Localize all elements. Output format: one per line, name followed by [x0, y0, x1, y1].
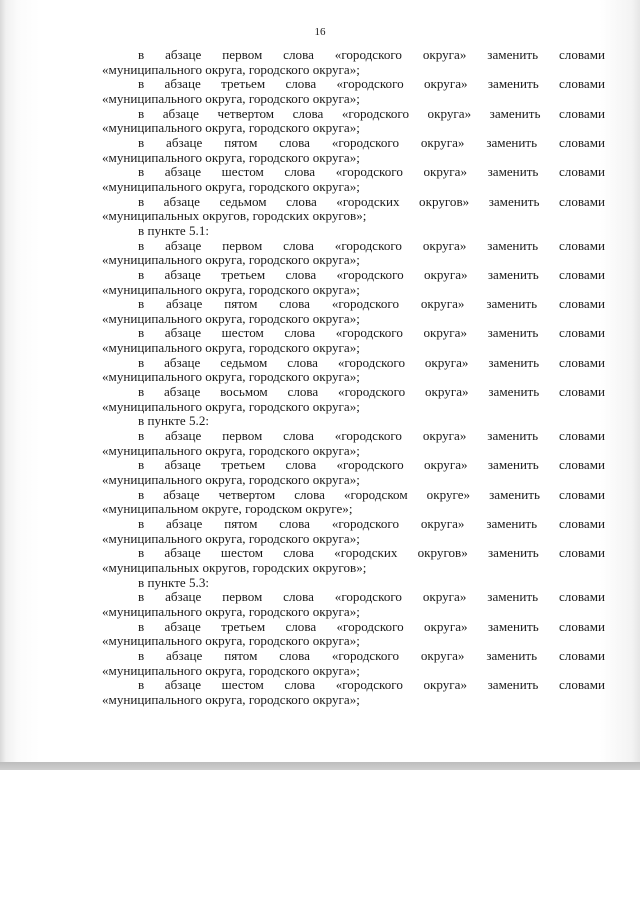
replacement-text: «муниципального округа, городского округа»;: [102, 120, 360, 136]
replacement-text: «муниципального округа, городского округа»;: [102, 633, 360, 649]
replacement-text: «муниципального округа, городского округа»;: [102, 149, 360, 165]
amendment-paragraph: [102, 136, 605, 165]
replacement-text: «муниципального округа, городского округа»;: [102, 90, 360, 106]
amendment-instruction: в абзаце шестом слова «городского округа» заменить словами: [138, 677, 605, 693]
replacement-text: «муниципального округа, городского округа»;: [102, 442, 360, 458]
section-heading: в пункте 5.2:: [138, 413, 210, 429]
section-heading: в пункте 5.3:: [138, 574, 210, 590]
amendment-instruction: в абзаце пятом слова «городского округа» заменить словами: [138, 647, 605, 663]
replacement-text: «муниципальных округов, городских округов»;: [102, 559, 367, 575]
replacement-text: «муниципального округа, городского округа»;: [102, 691, 360, 707]
amendment-instruction: в абзаце пятом слова «городского округа» заменить словами: [138, 296, 605, 312]
amendment-instruction: в абзаце первом слова «городского округа» заменить словами: [138, 237, 605, 253]
amendment-paragraph: [102, 649, 605, 678]
amendment-paragraph: [102, 590, 605, 619]
amendment-paragraph: [102, 326, 605, 355]
amendment-instruction: в абзаце шестом слова «городского округа» заменить словами: [138, 325, 605, 341]
replacement-text: «муниципального округа, городского округа»;: [102, 61, 360, 77]
amendment-instruction: в абзаце третьем слова «городского округа» заменить словами: [138, 266, 605, 282]
amendment-instruction: в абзаце пятом слова «городского округа» заменить словами: [138, 516, 605, 531]
amendment-paragraph: [102, 458, 605, 487]
replacement-text: «муниципальном округе, городском округе»;: [102, 501, 353, 517]
amendment-instruction: в абзаце первом слова «городского округа» заменить словами: [138, 47, 605, 62]
amendment-paragraph: [102, 620, 605, 649]
amendment-instruction: в абзаце седьмом слова «городских округов» заменить словами: [138, 193, 605, 209]
amendment-paragraph: [102, 107, 605, 136]
amendment-instruction: в абзаце первом слова «городского округа» заменить словами: [138, 589, 605, 605]
amendment-paragraph: [102, 239, 605, 268]
amendment-paragraph: [102, 385, 605, 414]
replacement-text: «муниципального округа, городского округа»;: [102, 178, 360, 194]
page-number: 16: [314, 26, 326, 38]
amendment-instruction: в абзаце четвертом слова «городского округа» заменить словами: [138, 105, 605, 121]
amendment-instruction: в абзаце восьмом слова «городского округа» заменить словами: [138, 384, 605, 400]
replacement-text: «муниципальных округов, городских округов»;: [102, 208, 367, 224]
section-heading: в пункте 5.1:: [138, 222, 210, 238]
amendment-paragraph: [102, 77, 605, 106]
document-body: [102, 48, 605, 708]
amendment-instruction: в абзаце третьем слова «городского округа» заменить словами: [138, 76, 605, 92]
amendment-instruction: в абзаце первом слова «городского округа» заменить словами: [138, 428, 605, 444]
replacement-text: «муниципального округа, городского округа»;: [102, 398, 360, 414]
amendment-instruction: в абзаце шестом слова «городского округа» заменить словами: [138, 164, 605, 180]
scan-bottom-edge: [0, 762, 640, 770]
amendment-paragraph: [102, 678, 605, 707]
amendment-paragraph: [102, 356, 605, 385]
amendment-paragraph: [102, 517, 605, 546]
replacement-text: «муниципального округа, городского округа»;: [102, 369, 360, 385]
replacement-text: «муниципального округа, городского округа»;: [102, 340, 360, 356]
amendment-instruction: в абзаце седьмом слова «городского округа» заменить словами: [138, 354, 605, 370]
amendment-instruction: в абзаце пятом слова «городского округа» заменить словами: [138, 134, 605, 150]
amendment-instruction: в абзаце третьем слова «городского округа» заменить словами: [138, 618, 605, 634]
amendment-instruction: в абзаце четвертом слова «городском округе» заменить словами: [138, 486, 605, 502]
replacement-text: «муниципального округа, городского округа»;: [102, 472, 360, 488]
replacement-text: «муниципального округа, городского округа»;: [102, 281, 360, 297]
amendment-instruction: в абзаце третьем слова «городского округа» заменить словами: [138, 457, 605, 473]
replacement-text: «муниципального округа, городского округа»;: [102, 252, 360, 268]
replacement-text: «муниципального округа, городского округа»;: [102, 310, 360, 326]
amendment-paragraph: [102, 195, 605, 224]
replacement-text: «муниципального округа, городского округа»;: [102, 662, 360, 678]
amendment-instruction: в абзаце шестом слова «городских округов» заменить словами: [138, 545, 605, 561]
amendment-paragraph: [102, 429, 605, 458]
amendment-paragraph: [102, 48, 605, 77]
replacement-text: «муниципального округа, городского округа»;: [102, 603, 360, 619]
amendment-paragraph: [102, 165, 605, 194]
replacement-text: «муниципального округа, городского округа»;: [102, 530, 360, 546]
amendment-paragraph: [102, 268, 605, 297]
amendment-paragraph: [102, 546, 605, 575]
amendment-paragraph: [102, 297, 605, 326]
amendment-paragraph: [102, 488, 605, 517]
